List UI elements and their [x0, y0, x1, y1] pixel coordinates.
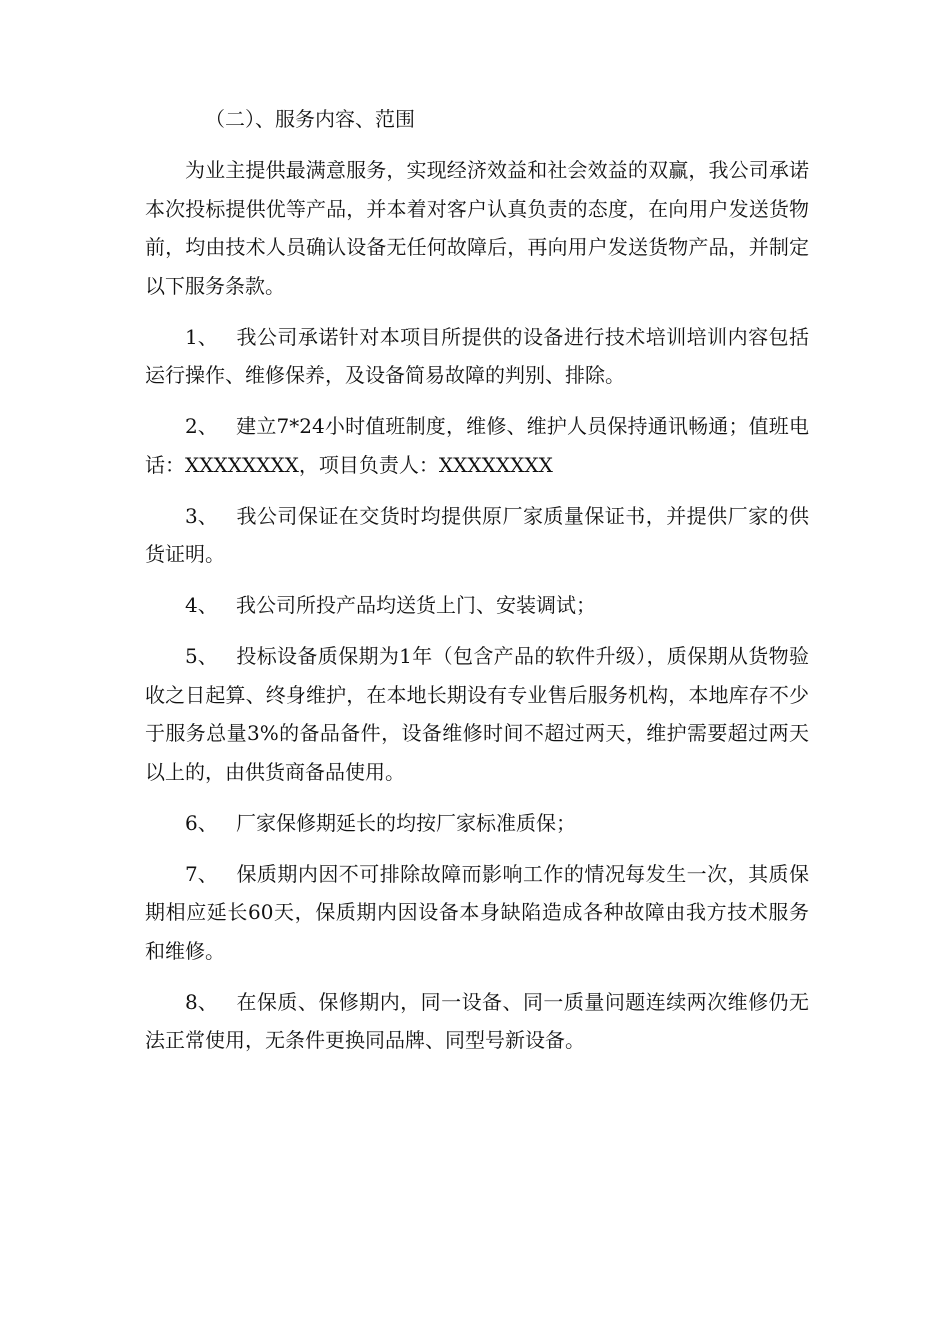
- item-text: 厂家保修期延长的均按厂家标准质保；: [236, 810, 576, 835]
- item-number: 6、: [185, 810, 218, 835]
- item-text: 我公司所投产品均送货上门、安装调试；: [236, 593, 596, 617]
- item-text: 我公司保证在交货时均提供原厂家质量保证书，并提供厂家的供货证明。: [145, 503, 809, 566]
- item-text: 我公司承诺针对本项目所提供的设备进行技术培训培训内容包括运行操作、维修保养，及设备简易故障的判别、排除。: [145, 324, 809, 387]
- item-number: 2、: [185, 414, 218, 438]
- item-number: 3、: [185, 503, 218, 528]
- service-item-7: [145, 855, 809, 971]
- item-number: 4、: [185, 593, 218, 617]
- document-body: [145, 100, 809, 1072]
- service-item-4: [145, 586, 809, 625]
- item-number: 8、: [185, 989, 218, 1014]
- service-item-5: [145, 637, 809, 791]
- service-item-6: [145, 804, 809, 843]
- item-text: 在保质、保修期内，同一设备、同一质量问题连续两次维修仍无法正常使用，无条件更换同品牌、同型号新设备。: [145, 989, 809, 1052]
- service-item-2: [145, 407, 809, 484]
- item-text: 投标设备质保期为1年（包含产品的软件升级），质保期从货物验收之日起算、终身维护，在本地长期设有专业售后服务机构，本地库存不少于服务总量3%的备品备件，设备维修时间不超过两天，维护需要超过两天以上的，由供货商备品使用。: [145, 644, 809, 784]
- item-number: 7、: [185, 861, 218, 886]
- item-text: 建立7*24小时值班制度，维修、维护人员保持通讯畅通；值班电话：XXXXXXXX，项目负责人：XXXXXXXX: [145, 414, 809, 477]
- item-number: 1、: [185, 324, 218, 349]
- service-item-3: [145, 497, 809, 574]
- section-heading: （二）、服务内容、范围: [205, 107, 415, 131]
- intro-paragraph: 为业主提供最满意服务，实现经济效益和社会效益的双赢，我公司承诺本次投标提供优等产品，并本着对客户认真负责的态度，在向用户发送货物前，均由技术人员确认设备无任何故障后，再向用户发送货物产品，并制定以下服务条款。: [145, 158, 809, 298]
- service-item-1: [145, 318, 809, 395]
- service-item-8: [145, 983, 809, 1060]
- item-text: 保质期内因不可排除故障而影响工作的情况每发生一次，其质保期相应延长60天，保质期内因设备本身缺陷造成各种故障由我方技术服务和维修。: [145, 861, 809, 963]
- item-number: 5、: [185, 644, 218, 668]
